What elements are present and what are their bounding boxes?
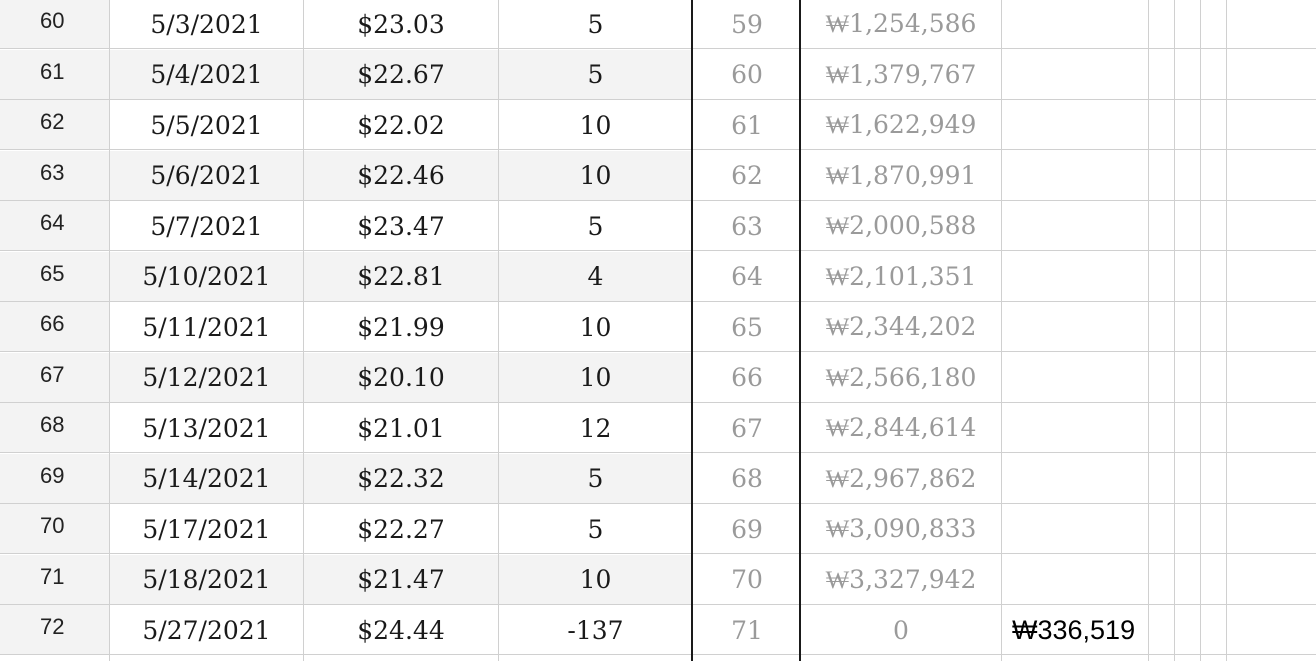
extra-text: ₩336,519 — [1012, 614, 1136, 645]
row-divider — [0, 654, 1316, 655]
date-text: 5/3/2021 — [150, 9, 263, 39]
quantity-cell[interactable] — [499, 302, 692, 352]
price-text: $22.02 — [357, 110, 445, 140]
date-text: 5/5/2021 — [150, 110, 263, 140]
index-cell[interactable] — [694, 0, 800, 49]
date-text: 5/17/2021 — [142, 514, 271, 544]
num-text: 65 — [40, 260, 65, 286]
index-cell[interactable] — [694, 555, 800, 605]
idx-text: 62 — [731, 161, 763, 190]
price-text: $21.47 — [357, 565, 445, 594]
date-text: 5/10/2021 — [142, 262, 271, 291]
extra-cell[interactable] — [1002, 605, 1148, 655]
price-cell[interactable] — [304, 50, 498, 100]
index-cell[interactable] — [694, 252, 800, 302]
price-cell[interactable] — [304, 201, 498, 251]
index-cell[interactable] — [694, 353, 800, 403]
qty-text: 10 — [579, 161, 612, 190]
num-text: 72 — [40, 614, 65, 639]
price-cell[interactable] — [304, 403, 498, 453]
idx-text: 63 — [731, 211, 763, 241]
price-text: $23.03 — [357, 9, 445, 39]
won-amount-cell[interactable] — [801, 504, 1001, 554]
index-cell[interactable] — [694, 151, 800, 201]
won-amount-cell[interactable] — [801, 100, 1001, 150]
column-divider — [1200, 0, 1201, 661]
extra-cell[interactable] — [1002, 252, 1148, 302]
row-number-header[interactable] — [0, 100, 109, 150]
price-text: $22.32 — [357, 464, 445, 493]
row-number-header[interactable] — [0, 403, 109, 453]
row-number-header[interactable] — [0, 353, 109, 403]
extra-cell[interactable] — [1002, 302, 1148, 352]
extra-cell[interactable] — [1002, 0, 1148, 49]
column-border-thick — [691, 0, 693, 661]
row-divider — [0, 149, 1316, 150]
qty-text: 10 — [579, 110, 612, 140]
index-cell[interactable] — [694, 605, 800, 655]
qty-text: 5 — [587, 211, 604, 241]
qty-text: 12 — [579, 413, 612, 443]
price-text: $22.67 — [357, 60, 445, 89]
num-text: 63 — [40, 159, 65, 185]
idx-text: 71 — [731, 615, 763, 645]
date-cell[interactable] — [110, 353, 303, 403]
row-number-header[interactable] — [0, 605, 109, 655]
price-text: $22.46 — [357, 161, 445, 190]
num-text: 62 — [40, 109, 65, 134]
row-number-header[interactable] — [0, 454, 109, 504]
quantity-cell[interactable] — [499, 353, 692, 403]
won-amount-cell[interactable] — [801, 403, 1001, 453]
date-cell[interactable] — [110, 201, 303, 251]
quantity-cell[interactable] — [499, 201, 692, 251]
num-text: 66 — [40, 311, 65, 336]
num-text: 61 — [40, 58, 65, 84]
date-text: 5/27/2021 — [142, 615, 271, 645]
quantity-cell[interactable] — [499, 100, 692, 150]
extra-cell[interactable] — [1002, 151, 1148, 201]
price-cell[interactable] — [304, 353, 498, 403]
column-divider — [1148, 0, 1149, 661]
quantity-cell[interactable] — [499, 454, 692, 504]
date-cell[interactable] — [110, 454, 303, 504]
column-divider — [498, 0, 499, 661]
quantity-cell[interactable] — [499, 403, 692, 453]
date-cell[interactable] — [110, 403, 303, 453]
won-text: ₩1,379,767 — [825, 59, 977, 89]
price-cell[interactable] — [304, 605, 498, 655]
qty-text: 5 — [587, 60, 604, 89]
date-cell[interactable] — [110, 605, 303, 655]
num-text: 69 — [40, 462, 65, 488]
row-divider — [0, 604, 1316, 605]
won-amount-cell[interactable] — [801, 151, 1001, 201]
date-text: 5/11/2021 — [142, 312, 271, 342]
row-divider — [0, 301, 1316, 302]
extra-cell[interactable] — [1002, 100, 1148, 150]
date-cell[interactable] — [110, 100, 303, 150]
index-cell[interactable] — [694, 50, 800, 100]
num-text: 67 — [40, 361, 65, 387]
won-amount-cell[interactable] — [801, 252, 1001, 302]
row-divider — [0, 99, 1316, 100]
date-cell[interactable] — [110, 0, 303, 49]
date-text: 5/6/2021 — [150, 161, 263, 190]
idx-text: 61 — [731, 110, 763, 140]
date-cell[interactable] — [110, 302, 303, 352]
price-cell[interactable] — [304, 504, 498, 554]
extra-cell[interactable] — [1002, 504, 1148, 554]
quantity-cell[interactable] — [499, 151, 692, 201]
won-text: ₩2,566,180 — [825, 362, 977, 392]
price-cell[interactable] — [304, 151, 498, 201]
row-divider — [0, 452, 1316, 453]
row-number-header[interactable] — [0, 0, 109, 49]
qty-text: 4 — [587, 262, 604, 291]
row-divider — [0, 351, 1316, 352]
price-text: $22.81 — [357, 262, 445, 291]
won-text: ₩1,254,586 — [825, 9, 977, 38]
index-cell[interactable] — [694, 504, 800, 554]
price-cell[interactable] — [304, 555, 498, 605]
index-cell[interactable] — [694, 454, 800, 504]
qty-text: 10 — [579, 363, 612, 392]
won-text: ₩2,101,351 — [825, 261, 977, 291]
table-row — [0, 353, 1316, 403]
price-text: $21.99 — [357, 312, 445, 342]
index-cell[interactable] — [694, 201, 800, 251]
date-cell[interactable] — [110, 151, 303, 201]
table-row — [0, 252, 1316, 302]
column-divider — [303, 0, 304, 661]
quantity-cell[interactable] — [499, 50, 692, 100]
table-row — [0, 302, 1316, 352]
table-row — [0, 454, 1316, 504]
won-amount-cell[interactable] — [801, 605, 1001, 655]
won-text: ₩2,967,862 — [825, 463, 977, 493]
quantity-cell[interactable] — [499, 605, 692, 655]
won-amount-cell[interactable] — [801, 50, 1001, 100]
column-divider — [1174, 0, 1175, 661]
num-text: 68 — [40, 412, 65, 437]
idx-text: 59 — [731, 9, 763, 39]
row-number-header[interactable] — [0, 555, 109, 605]
num-text: 70 — [40, 513, 65, 538]
row-number-header[interactable] — [0, 151, 109, 201]
price-cell[interactable] — [304, 252, 498, 302]
quantity-cell[interactable] — [499, 555, 692, 605]
price-text: $20.10 — [357, 363, 445, 392]
row-number-header[interactable] — [0, 50, 109, 100]
table-row — [0, 555, 1316, 605]
idx-text: 65 — [731, 312, 763, 342]
table-row — [0, 50, 1316, 100]
index-cell[interactable] — [694, 403, 800, 453]
price-text: $24.44 — [357, 615, 445, 645]
date-cell[interactable] — [110, 252, 303, 302]
won-text: 0 — [893, 615, 909, 645]
date-text: 5/12/2021 — [142, 363, 271, 392]
quantity-cell[interactable] — [499, 0, 692, 49]
date-text: 5/7/2021 — [150, 211, 263, 241]
idx-text: 60 — [731, 60, 763, 89]
won-text: ₩1,622,949 — [825, 110, 977, 139]
extra-cell[interactable] — [1002, 201, 1148, 251]
won-amount-cell[interactable] — [801, 302, 1001, 352]
idx-text: 67 — [731, 413, 763, 443]
row-divider — [0, 553, 1316, 554]
price-text: $21.01 — [357, 413, 445, 443]
num-text: 64 — [40, 210, 65, 235]
qty-text: 10 — [579, 312, 612, 342]
idx-text: 69 — [731, 514, 763, 544]
price-cell[interactable] — [304, 100, 498, 150]
idx-text: 70 — [731, 565, 763, 594]
idx-text: 68 — [731, 464, 763, 493]
won-amount-cell[interactable] — [801, 353, 1001, 403]
column-border-thick — [799, 0, 801, 661]
extra-cell[interactable] — [1002, 353, 1148, 403]
qty-text: 5 — [587, 464, 604, 493]
index-cell[interactable] — [694, 302, 800, 352]
qty-text: -137 — [567, 615, 624, 645]
won-amount-cell[interactable] — [801, 555, 1001, 605]
price-cell[interactable] — [304, 302, 498, 352]
idx-text: 66 — [731, 363, 763, 392]
row-number-header[interactable] — [0, 252, 109, 302]
table-row — [0, 504, 1316, 554]
price-cell[interactable] — [304, 0, 498, 49]
extra-cell[interactable] — [1002, 454, 1148, 504]
extra-cell[interactable] — [1002, 403, 1148, 453]
won-text: ₩2,000,588 — [825, 211, 977, 240]
won-text: ₩3,327,942 — [825, 564, 977, 594]
won-text: ₩2,344,202 — [825, 312, 977, 341]
quantity-cell[interactable] — [499, 504, 692, 554]
won-amount-cell[interactable] — [801, 0, 1001, 49]
row-number-header[interactable] — [0, 201, 109, 251]
qty-text: 5 — [587, 9, 604, 39]
won-amount-cell[interactable] — [801, 454, 1001, 504]
date-text: 5/4/2021 — [150, 60, 263, 89]
row-divider — [0, 503, 1316, 504]
qty-text: 10 — [579, 565, 612, 594]
column-divider — [1001, 0, 1002, 661]
extra-cell[interactable] — [1002, 50, 1148, 100]
date-text: 5/13/2021 — [142, 413, 271, 443]
date-text: 5/18/2021 — [142, 565, 271, 594]
qty-text: 5 — [587, 514, 604, 544]
idx-text: 64 — [731, 262, 763, 291]
date-text: 5/14/2021 — [142, 464, 271, 493]
num-text: 60 — [40, 8, 65, 33]
table-row — [0, 201, 1316, 251]
row-number-header[interactable] — [0, 504, 109, 554]
date-cell[interactable] — [110, 504, 303, 554]
row-divider — [0, 200, 1316, 201]
table-row — [0, 605, 1316, 655]
date-cell[interactable] — [110, 50, 303, 100]
won-amount-cell[interactable] — [801, 201, 1001, 251]
won-text: ₩3,090,833 — [825, 514, 977, 543]
num-text: 71 — [40, 563, 65, 589]
column-divider — [109, 0, 110, 661]
index-cell[interactable] — [694, 100, 800, 150]
price-text: $22.27 — [357, 514, 445, 544]
extra-cell[interactable] — [1002, 555, 1148, 605]
won-text: ₩1,870,991 — [825, 160, 977, 190]
row-divider — [0, 48, 1316, 49]
price-text: $23.47 — [357, 211, 445, 241]
table-row — [0, 403, 1316, 453]
won-text: ₩2,844,614 — [825, 413, 977, 442]
row-divider — [0, 250, 1316, 251]
row-number-header[interactable] — [0, 302, 109, 352]
date-cell[interactable] — [110, 555, 303, 605]
table-row — [0, 100, 1316, 150]
table-row — [0, 151, 1316, 201]
price-cell[interactable] — [304, 454, 498, 504]
quantity-cell[interactable] — [499, 252, 692, 302]
column-divider — [1226, 0, 1227, 661]
table-row — [0, 0, 1316, 49]
row-divider — [0, 402, 1316, 403]
